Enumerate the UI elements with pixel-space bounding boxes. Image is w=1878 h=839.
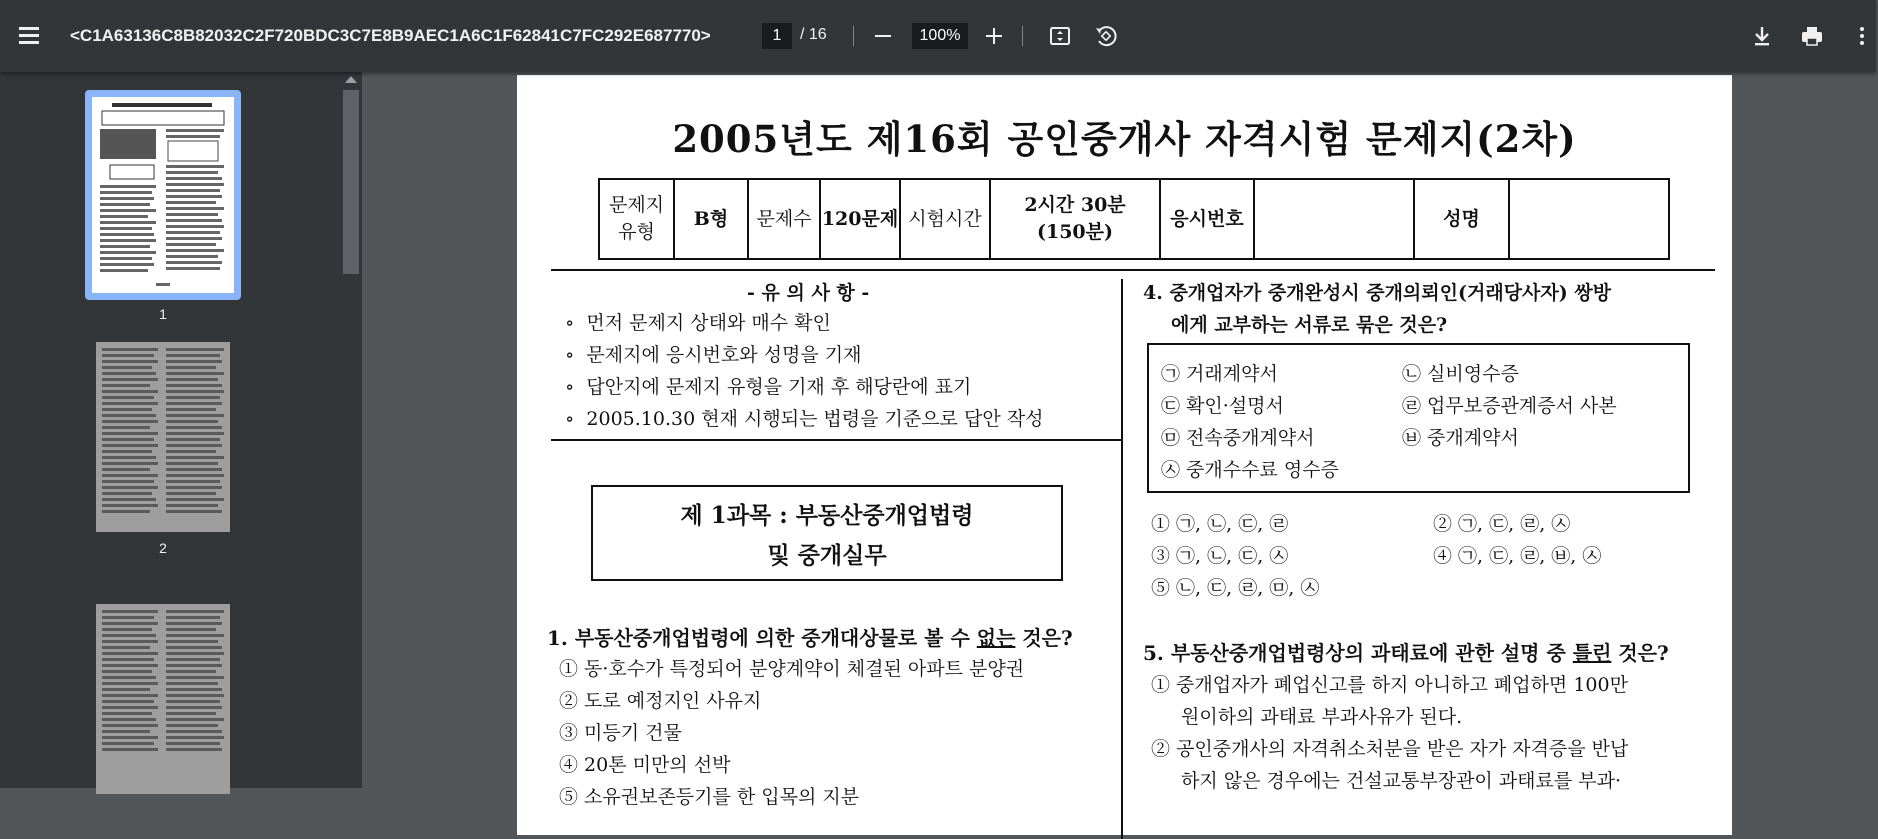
sidebar-scrollbar[interactable]	[340, 72, 362, 788]
fit-to-page-icon[interactable]	[1044, 20, 1076, 52]
count-label: 문제수	[748, 179, 820, 259]
q5-line: 원이하의 과태료 부과사유가 된다.	[1181, 706, 1463, 728]
q1-option: ② 도로 예정지인 사유지	[559, 690, 762, 712]
subject-line-2: 및 중개실무	[767, 542, 887, 569]
exam-number-label: 응시번호	[1160, 179, 1254, 259]
rotate-icon[interactable]	[1090, 20, 1122, 52]
thumbnail-label: 1	[159, 306, 167, 322]
pdf-toolbar	[0, 0, 1876, 72]
notice-item: ∘ 문제지에 응시번호와 성명을 기재	[565, 344, 862, 366]
q4-choice: ㉢ 확인·설명서	[1161, 395, 1284, 417]
scroll-up-arrow-icon[interactable]	[345, 76, 357, 83]
q4-choice: ㉦ 중개수수료 영수증	[1161, 459, 1339, 481]
notice-divider	[551, 439, 1121, 441]
q4-choice-box	[1147, 343, 1690, 493]
scrollbar-thumb[interactable]	[343, 90, 359, 274]
question-1: 1. 부동산중개업법령에 의한 중개대상물로 볼 수 없는 것은?	[547, 626, 1073, 650]
count-value: 120문제	[820, 179, 900, 259]
document-viewer[interactable]	[362, 72, 1876, 808]
notice-item: ∘ 2005.10.30 현재 시행되는 법령을 기준으로 답안 작성	[565, 408, 1044, 430]
column-divider	[1121, 279, 1123, 839]
question-4-line-2: 에게 교부하는 서류로 묶은 것은?	[1171, 314, 1448, 336]
type-label-2: 유형	[618, 221, 655, 243]
thumbnail-image	[92, 97, 234, 293]
q1-option: ④ 20톤 미만의 선박	[559, 754, 731, 776]
page-total: / 16	[800, 26, 827, 43]
toolbar-divider	[1022, 26, 1023, 46]
exam-title: 2005년도 제16회 공인중개사 자격시험 문제지(2차)	[672, 117, 1577, 161]
q5-line: 하지 않은 경우에는 건설교통부장관이 과태료를 부과·	[1181, 770, 1622, 792]
time-value-2: (150분)	[1037, 221, 1113, 243]
q4-choice: ㉠ 거래계약서	[1161, 363, 1278, 385]
question-4-line-1: 4. 중개업자가 중개완성시 중개의뢰인(거래당사자) 쌍방	[1143, 282, 1612, 304]
notice-heading: - 유 의 사 항 -	[747, 282, 870, 304]
toolbar-divider	[853, 26, 854, 46]
print-icon[interactable]	[1796, 20, 1828, 52]
exam-info-table	[598, 178, 1670, 260]
question-5: 5. 부동산중개업법령상의 과태료에 관한 설명 중 틀린 것은?	[1143, 641, 1669, 665]
notice-item: ∘ 답안지에 문제지 유형을 기재 후 해당란에 표기	[565, 376, 972, 398]
document-title: <C1A63136C8B82032C2F720BDC3C7E8B9AEC1A6C1F62841C7FC292E687770>	[70, 26, 711, 45]
zoom-level-input[interactable]: 100%	[912, 23, 968, 49]
q4-option: ⑤ ㉡, ㉢, ㉣, ㉤, ㉦	[1151, 577, 1320, 599]
q4-choice: ㉥ 중개계약서	[1402, 427, 1519, 449]
name-field	[1509, 179, 1669, 259]
q4-option: ④ ㉠, ㉢, ㉣, ㉥, ㉦	[1433, 545, 1602, 567]
q4-option: ① ㉠, ㉡, ㉢, ㉣	[1151, 513, 1289, 535]
type-value: B형	[674, 179, 748, 259]
zoom-out-button[interactable]	[867, 20, 899, 52]
notice-item: ∘ 먼저 문제지 상태와 매수 확인	[565, 312, 831, 334]
time-value-1: 2시간 30분	[1024, 194, 1126, 217]
name-label: 성명	[1414, 179, 1509, 259]
zoom-in-button[interactable]	[978, 20, 1010, 52]
q1-option: ① 동·호수가 특정되어 분양계약이 체결된 아파트 분양권	[559, 658, 1025, 680]
pdf-page	[517, 75, 1732, 835]
q1-option: ③ 미등기 건물	[559, 722, 682, 744]
q5-line: ① 중개업자가 폐업신고를 하지 아니하고 폐업하면 100만	[1151, 674, 1628, 696]
subject-box	[591, 485, 1063, 581]
thumbnail-label: 2	[159, 540, 167, 556]
q4-choice: ㉤ 전속중개계약서	[1161, 427, 1315, 449]
q1-option: ⑤ 소유권보존등기를 한 입목의 지분	[559, 786, 860, 808]
menu-icon[interactable]	[14, 22, 44, 50]
page-number-input[interactable]: 1	[762, 23, 792, 49]
q4-choice: ㉣ 업무보증관계증서 사본	[1402, 395, 1617, 417]
exam-number-field	[1254, 179, 1414, 259]
type-label-1: 문제지	[608, 194, 665, 217]
section-divider	[551, 269, 1715, 271]
q4-choice: ㉡ 실비영수증	[1402, 363, 1519, 385]
download-icon[interactable]	[1746, 20, 1778, 52]
thumbnail-image	[96, 604, 230, 794]
thumbnail-image	[96, 342, 230, 532]
thumbnail-sidebar	[0, 72, 362, 788]
more-options-icon[interactable]	[1846, 20, 1878, 52]
time-label: 시험시간	[900, 179, 990, 259]
q4-option: ② ㉠, ㉢, ㉣, ㉦	[1433, 513, 1571, 535]
q5-line: ② 공인중개사의 자격취소처분을 받은 자가 자격증을 반납	[1151, 738, 1629, 760]
q4-option: ③ ㉠, ㉡, ㉢, ㉦	[1151, 545, 1289, 567]
subject-line-1: 제 1과목 : 부동산중개업법령	[680, 502, 974, 529]
